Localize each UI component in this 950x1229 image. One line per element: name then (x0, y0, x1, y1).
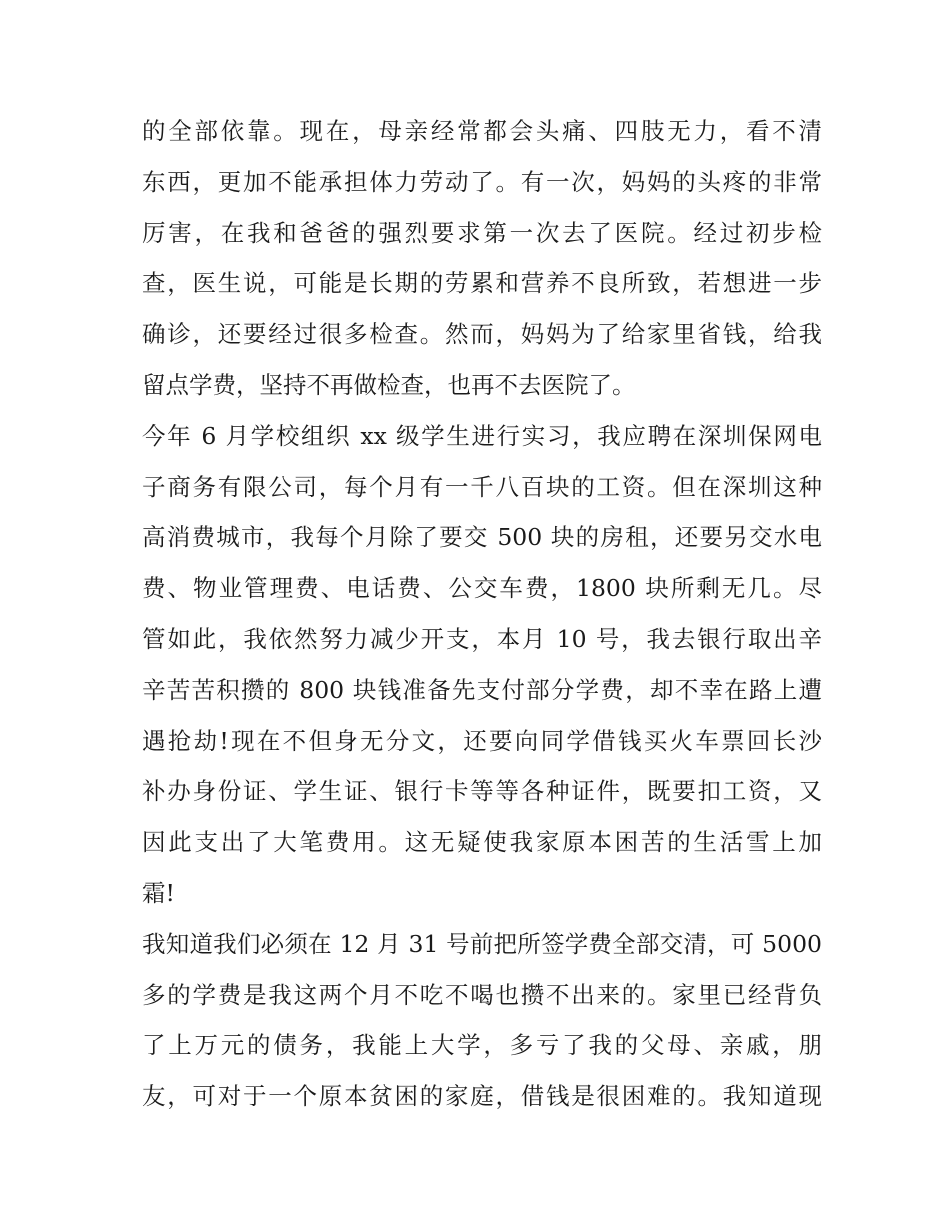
text-line: 霜! (142, 878, 175, 907)
text-line: 友，可对于一个原本贫困的家庭，借钱是很困难的。我知道现 (142, 1082, 822, 1111)
text-line: 厉害，在我和爸爸的强烈要求第一次去了医院。经过初步检 (142, 218, 822, 247)
body-text (142, 106, 822, 1122)
text-line: 今年 6 月学校组织 xx 级学生进行实习，我应聘在深圳保网电 (142, 421, 822, 450)
text-line: 管如此，我依然努力减少开支，本月 10 号，我去银行取出辛 (142, 624, 822, 653)
text-line: 费、物业管理费、电话费、公交车费，1800 块所剩无几。尽 (142, 574, 822, 603)
text-line: 多的学费是我这两个月不吃不喝也攒不出来的。家里已经背负 (142, 980, 822, 1009)
text-line: 辛苦苦积攒的 800 块钱准备先支付部分学费，却不幸在路上遭 (142, 675, 822, 704)
text-line: 东西，更加不能承担体力劳动了。有一次，妈妈的头疼的非常 (142, 167, 822, 196)
text-line: 我知道我们必须在 12 月 31 号前把所签学费全部交清，可 5000 (142, 929, 822, 958)
text-line: 因此支出了大笔费用。这无疑使我家原本困苦的生活雪上加 (142, 828, 822, 857)
text-line: 子商务有限公司，每个月有一千八百块的工资。但在深圳这种 (142, 472, 822, 501)
text-line: 查，医生说，可能是长期的劳累和营养不良所致，若想进一步 (142, 269, 822, 298)
text-line: 补办身份证、学生证、银行卡等等各种证件，既要扣工资，又 (142, 777, 822, 806)
text-line: 留点学费，坚持不再做检查，也再不去医院了。 (142, 370, 636, 399)
text-line: 高消费城市，我每个月除了要交 500 块的房租，还要另交水电 (142, 523, 822, 552)
text-line: 了上万元的债务，我能上大学，多亏了我的父母、亲戚，朋 (142, 1031, 822, 1060)
text-line: 确诊，还要经过很多检查。然而，妈妈为了给家里省钱，给我 (142, 320, 822, 349)
text-line: 遇抢劫!现在不但身无分文，还要向同学借钱买火车票回长沙 (142, 726, 822, 755)
text-line: 的全部依靠。现在，母亲经常都会头痛、四肢无力，看不清 (142, 117, 822, 145)
